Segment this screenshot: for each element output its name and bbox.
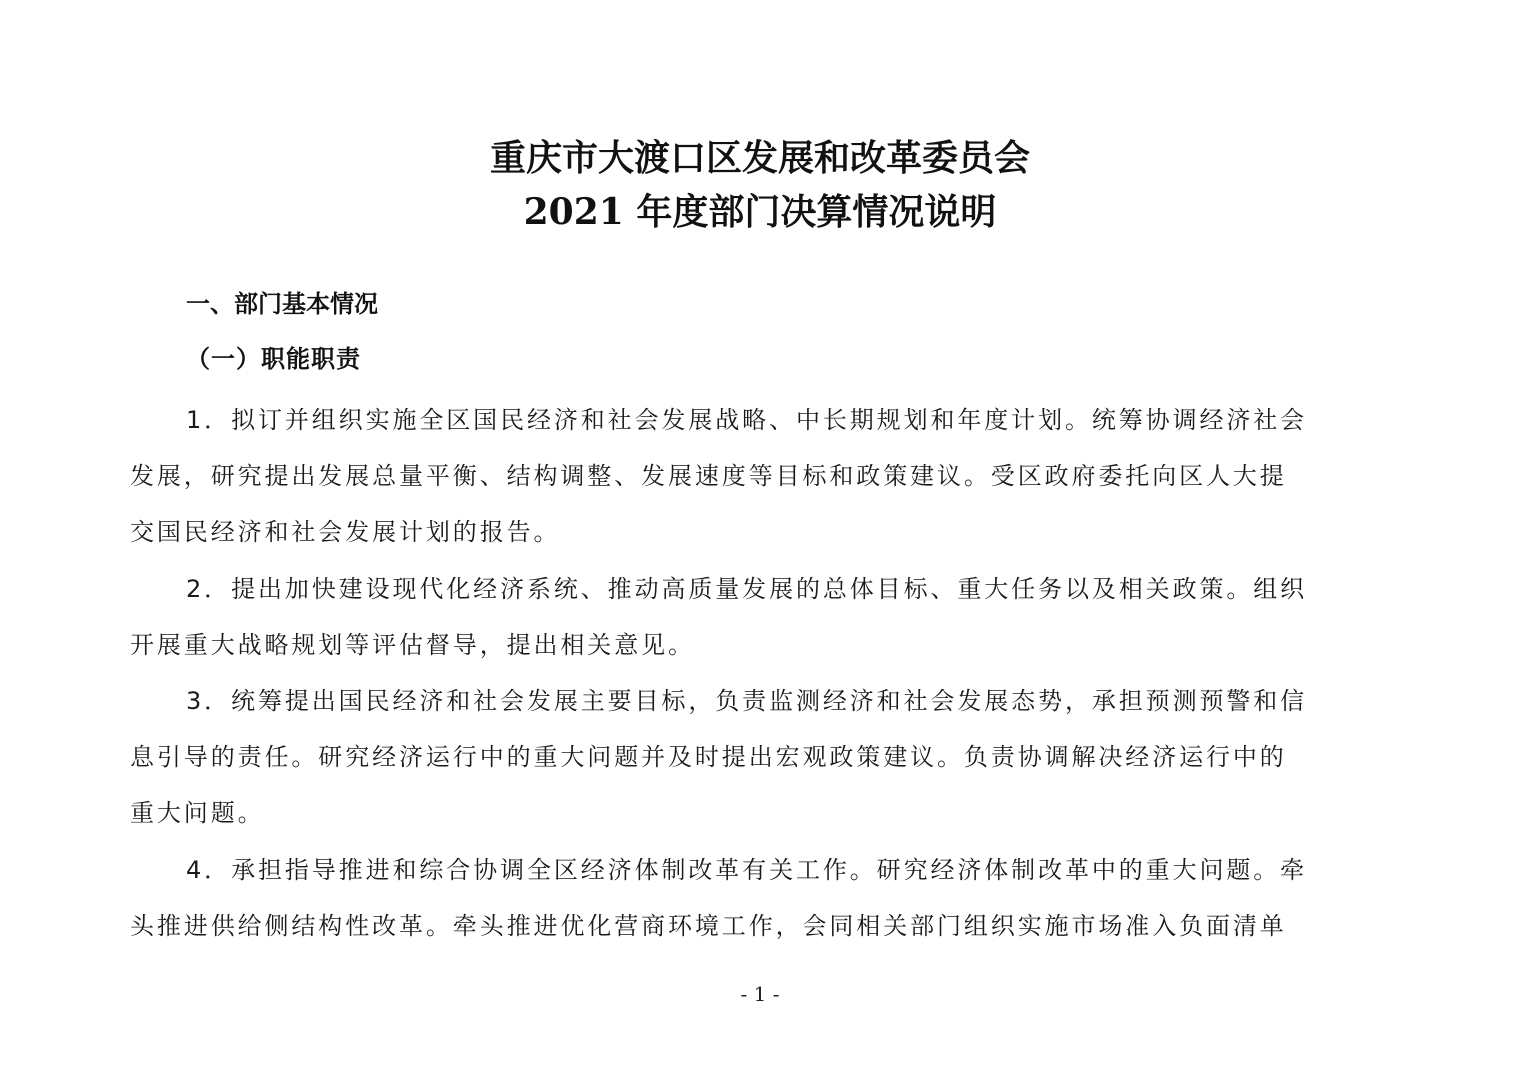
section-heading: 一、部门基本情况 — [186, 290, 378, 318]
paragraph-1 — [130, 392, 1392, 560]
paragraph-line: 重大问题。 — [130, 799, 265, 827]
paragraph-line: 息引导的责任。研究经济运行中的重大问题并及时提出宏观政策建议。负责协调解决经济运行中的 — [130, 743, 1287, 771]
document-title-line-2: 2021 年度部门决算情况说明 — [523, 191, 997, 233]
paragraph-3 — [130, 673, 1392, 841]
paragraph-line: 4．承担指导推进和综合协调全区经济体制改革有关工作。研究经济体制改革中的重大问题。牵 — [186, 856, 1308, 884]
paragraph-line: 1．拟订并组织实施全区国民经济和社会发展战略、中长期规划和年度计划。统筹协调经济社会 — [186, 406, 1308, 434]
paragraph-line: 3．统筹提出国民经济和社会发展主要目标，负责监测经济和社会发展态势，承担预测预警和信 — [186, 687, 1308, 715]
paragraph-line: 开展重大战略规划等评估督导，提出相关意见。 — [130, 631, 695, 659]
paragraph-line: 交国民经济和社会发展计划的报告。 — [130, 518, 561, 546]
page-number: - 1 - — [740, 982, 780, 1006]
document-title-line-1: 重庆市大渡口区发展和改革委员会 — [489, 137, 1030, 179]
paragraph-2 — [130, 561, 1392, 673]
paragraph-line: 2．提出加快建设现代化经济系统、推动高质量发展的总体目标、重大任务以及相关政策。组织 — [186, 575, 1308, 603]
paragraph-line: 头推进供给侧结构性改革。牵头推进优化营商环境工作，会同相关部门组织实施市场准入负面清单 — [130, 912, 1287, 940]
paragraph-4 — [130, 842, 1392, 954]
paragraph-line: 发展，研究提出发展总量平衡、结构调整、发展速度等目标和政策建议。受区政府委托向区人大提 — [130, 462, 1287, 490]
subsection-heading: （一）职能职责 — [186, 345, 361, 373]
